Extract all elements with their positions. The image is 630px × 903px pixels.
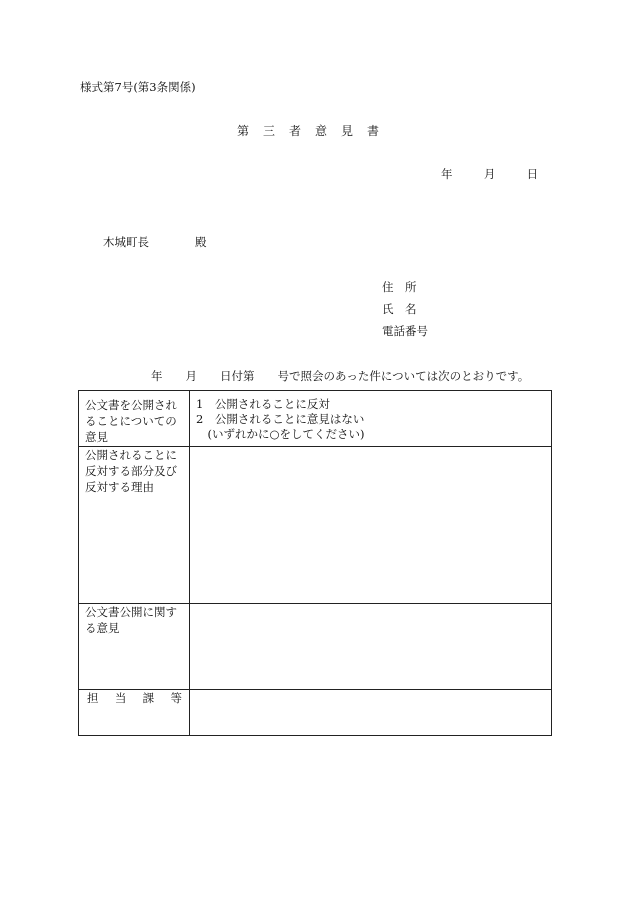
label-char: 当 bbox=[114, 691, 127, 705]
addressee bbox=[103, 237, 207, 249]
date-line bbox=[441, 169, 538, 181]
table-row bbox=[79, 391, 552, 447]
row-label: 公文書を公開されることについての意見 bbox=[85, 398, 177, 444]
option-no-objection[interactable]: 2 公開されることに意見はない bbox=[196, 412, 365, 426]
label-char: 担 bbox=[87, 691, 99, 705]
option-instruction: (いずれかに○をしてください) bbox=[196, 427, 365, 441]
table-row bbox=[79, 690, 552, 736]
row-label-cell bbox=[79, 391, 190, 447]
addressee-name: 木城町長 bbox=[103, 235, 149, 249]
form-number: 様式第7号(第3条関係) bbox=[80, 80, 196, 94]
option-oppose[interactable]: 1 公開されることに反対 bbox=[196, 397, 330, 411]
department-field[interactable] bbox=[190, 690, 552, 736]
date-month: 月 bbox=[483, 167, 496, 181]
table-row bbox=[79, 604, 552, 690]
sender-phone-label: 電話番号 bbox=[382, 324, 428, 338]
label-char: 等 bbox=[170, 691, 182, 705]
row-label bbox=[79, 690, 189, 706]
label-char: 課 bbox=[142, 691, 155, 705]
row-label: 公開されることに反対する部分及び反対する理由 bbox=[85, 448, 177, 494]
sender-name-label: 氏 名 bbox=[382, 302, 417, 316]
sender-address-label: 住 所 bbox=[382, 280, 417, 294]
row-label: 公文書公開に関する意見 bbox=[85, 605, 177, 635]
document-title: 第三者意見書 bbox=[236, 124, 393, 138]
row-label-cell bbox=[79, 604, 190, 690]
date-year: 年 bbox=[441, 167, 453, 181]
opposition-reason-field[interactable] bbox=[190, 447, 552, 604]
reference-line: 年 月 日付第 号で照会のあった件については次のとおりです。 bbox=[151, 369, 530, 383]
table-row bbox=[79, 447, 552, 604]
opinion-table bbox=[78, 390, 552, 736]
disclosure-opinion-field[interactable] bbox=[190, 604, 552, 690]
row-label-cell bbox=[79, 690, 190, 736]
row-label-cell bbox=[79, 447, 190, 604]
addressee-suffix: 殿 bbox=[195, 235, 207, 249]
date-day: 日 bbox=[526, 167, 539, 181]
options-cell[interactable] bbox=[190, 391, 552, 447]
